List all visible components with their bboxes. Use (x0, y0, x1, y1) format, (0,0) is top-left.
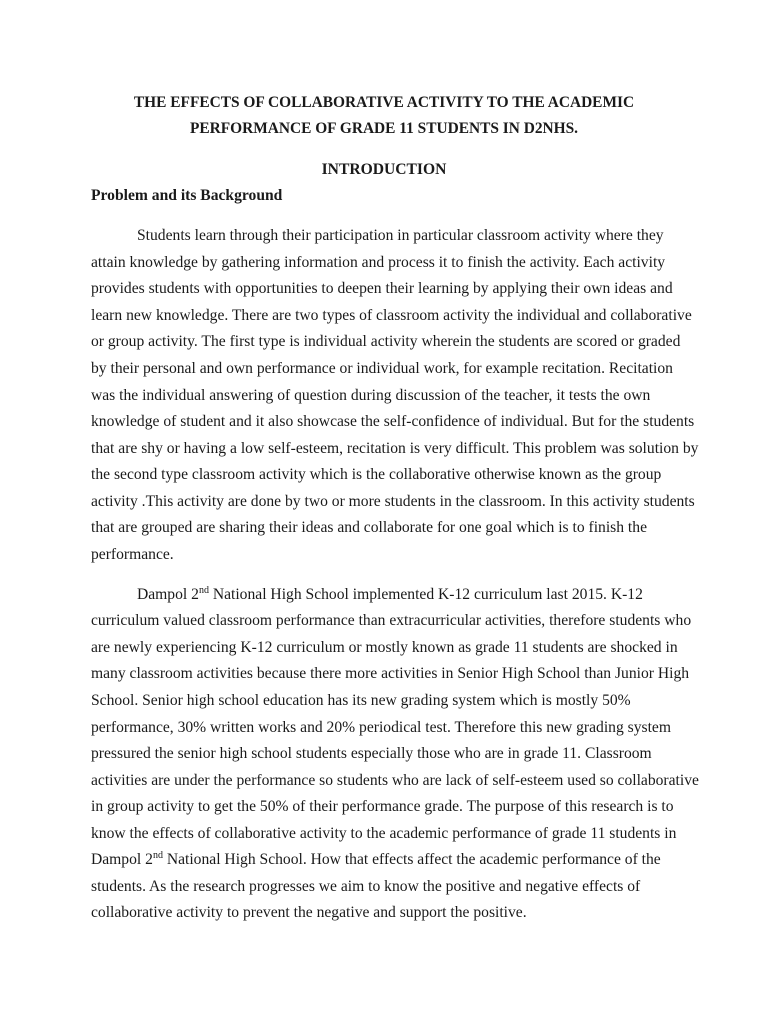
paragraph-line: are newly experiencing K-12 curriculum or mostly known as grade 11 students are shocked in (91, 639, 678, 656)
paragraph-line: Students learn through their participation in particular classroom activity where they (137, 227, 664, 244)
paragraph-line: learn new knowledge. There are two types of classroom activity the individual and collaborative (91, 307, 692, 324)
paragraph-line (91, 851, 661, 869)
paragraph-line: was the individual answering of question during discussion of the teacher, it tests the own (91, 387, 651, 404)
paragraph-line: in group activity to get the 50% of their performance grade. The purpose of this research is to (91, 798, 674, 815)
paragraph-line: many classroom activities because there more activities in Senior High School than Junior High (91, 665, 690, 682)
paragraph-line: attain knowledge by gathering information and process it to finish the activity. Each activity (91, 254, 666, 271)
paragraph-line: performance, 30% written works and 20% periodical test. Therefore this new grading system (91, 719, 671, 736)
document-title-line-1: THE EFFECTS OF COLLABORATIVE ACTIVITY TO THE ACADEMIC (133, 94, 635, 111)
paragraph-line: activities are under the performance so students who are lack of self-esteem used so collaborative (91, 772, 699, 789)
paragraph-line: knowledge of student and it also showcase the self-confidence of individual. But for the students (91, 413, 695, 430)
document-title-line-2: PERFORMANCE OF GRADE 11 STUDENTS IN D2NHS. (189, 120, 579, 137)
paragraph-line: provides students with opportunities to deepen their learning by applying their own ideas and (91, 280, 673, 297)
text-run: Dampol 2 (137, 586, 199, 603)
paragraph-line: performance. (91, 546, 174, 563)
paragraph-line: pressured the senior high school students especially those who are in grade 11. Classroom (91, 745, 652, 762)
paragraph-line: that are grouped are sharing their ideas and collaborate for one goal which is to finish the (91, 519, 647, 536)
paragraph-line: that are shy or having a low self-esteem, recitation is very difficult. This problem was solution by (91, 440, 699, 457)
paragraph-line: the second type classroom activity which is the collaborative otherwise known as the group (91, 466, 662, 483)
ordinal-suffix: nd (152, 850, 163, 861)
paragraph-line: activity .This activity are done by two or more students in the classroom. In this activity students (91, 493, 695, 510)
paragraph-line: School. Senior high school education has its new grading system which is mostly 50% (91, 692, 631, 709)
paragraph-line (137, 586, 643, 604)
paragraph-line: collaborative activity to prevent the negative and support the positive. (91, 904, 527, 921)
section-heading: INTRODUCTION (321, 161, 447, 178)
subsection-heading: Problem and its Background (91, 187, 283, 204)
paragraph-line: or group activity. The first type is individual activity wherein the students are scored or graded (91, 333, 681, 350)
text-run: National High School. How that effects affect the academic performance of the (162, 851, 661, 868)
text-run: Dampol 2 (91, 851, 153, 868)
paragraph-line: students. As the research progresses we aim to know the positive and negative effects of (91, 878, 641, 895)
text-run: National High School implemented K-12 curriculum last 2015. K-12 (208, 586, 643, 603)
paragraph-line: curriculum valued classroom performance than extracurricular activities, therefore students who (91, 612, 692, 629)
paragraph-line: know the effects of collaborative activity to the academic performance of grade 11 students in (91, 825, 677, 842)
paragraph-line: by their personal and own performance or individual work, for example recitation. Recitation (91, 360, 673, 377)
ordinal-suffix: nd (198, 585, 209, 596)
